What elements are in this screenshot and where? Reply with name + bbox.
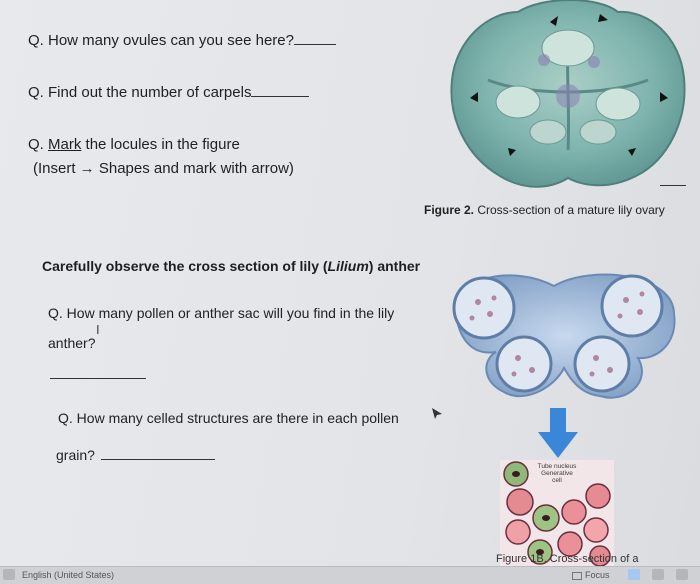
proofing-icon[interactable]	[3, 569, 15, 580]
focus-mode-button[interactable]	[572, 570, 610, 580]
pollen-labels	[530, 463, 584, 484]
label-generative: Generative	[541, 470, 573, 477]
status-bar	[0, 566, 700, 584]
text-cursor-icon: I	[96, 322, 100, 337]
focus-label: Focus	[585, 570, 610, 580]
anther-heading-italic: Lilium	[327, 258, 369, 274]
focus-icon	[572, 572, 582, 580]
question-ovules	[28, 32, 336, 49]
figure2-answer-line[interactable]	[660, 185, 686, 186]
answer-blank-carpels[interactable]	[251, 96, 309, 97]
answer-blank-ovules[interactable]	[294, 44, 336, 45]
read-mode-icon[interactable]	[628, 569, 640, 580]
question-pollen-sac-line2: anther?	[48, 335, 96, 351]
figure2-caption	[424, 203, 665, 217]
mouse-pointer-icon	[430, 406, 444, 420]
question-pollen-sac-line1: Q. How many pollen or anther sac will you find in the lily	[48, 305, 395, 321]
label-cell: cell	[552, 477, 562, 484]
lily-anther-image[interactable]	[442, 264, 680, 404]
web-layout-icon[interactable]	[676, 569, 688, 580]
print-layout-icon[interactable]	[652, 569, 664, 580]
question-celled-structures-line2	[56, 447, 215, 463]
question-locules-prefix: Q.	[28, 136, 49, 153]
question-ovules-text: Q. How many ovules can you see here?	[28, 32, 294, 49]
question-locules-instruction: (Insert → Shapes and mark with arrow)	[33, 160, 294, 177]
lily-ovary-image[interactable]	[448, 0, 688, 192]
figure1b-caption: Figure 1B. Cross-section of a	[496, 553, 639, 565]
language-status[interactable]: English (United States)	[22, 570, 115, 580]
question-locules	[28, 136, 240, 153]
label-tube-nucleus: Tube nucleus	[537, 463, 577, 470]
answer-blank-celled-structures[interactable]	[101, 459, 215, 460]
question-celled-structures-line1: Q. How many celled structures are there in each pollen	[58, 410, 399, 426]
question-carpels-text: Q. Find out the number of carpels	[28, 84, 252, 101]
answer-blank-pollen-sac[interactable]	[50, 378, 146, 379]
figure2-caption-label: Figure 2.	[424, 203, 475, 217]
anther-section-heading	[42, 258, 420, 274]
anther-heading-suffix: ) anther	[368, 258, 421, 274]
question-locules-mark-word: Mark	[48, 136, 82, 153]
question-locules-rest: the locules in the figure	[81, 136, 240, 153]
question-carpels	[28, 84, 309, 101]
anther-heading-prefix: Carefully observe the cross section of lily (	[42, 258, 328, 274]
figure2-caption-text: Cross-section of a mature lily ovary	[474, 203, 665, 217]
down-arrow-icon	[538, 408, 578, 458]
question-celled-grain-word: grain?	[56, 447, 95, 463]
